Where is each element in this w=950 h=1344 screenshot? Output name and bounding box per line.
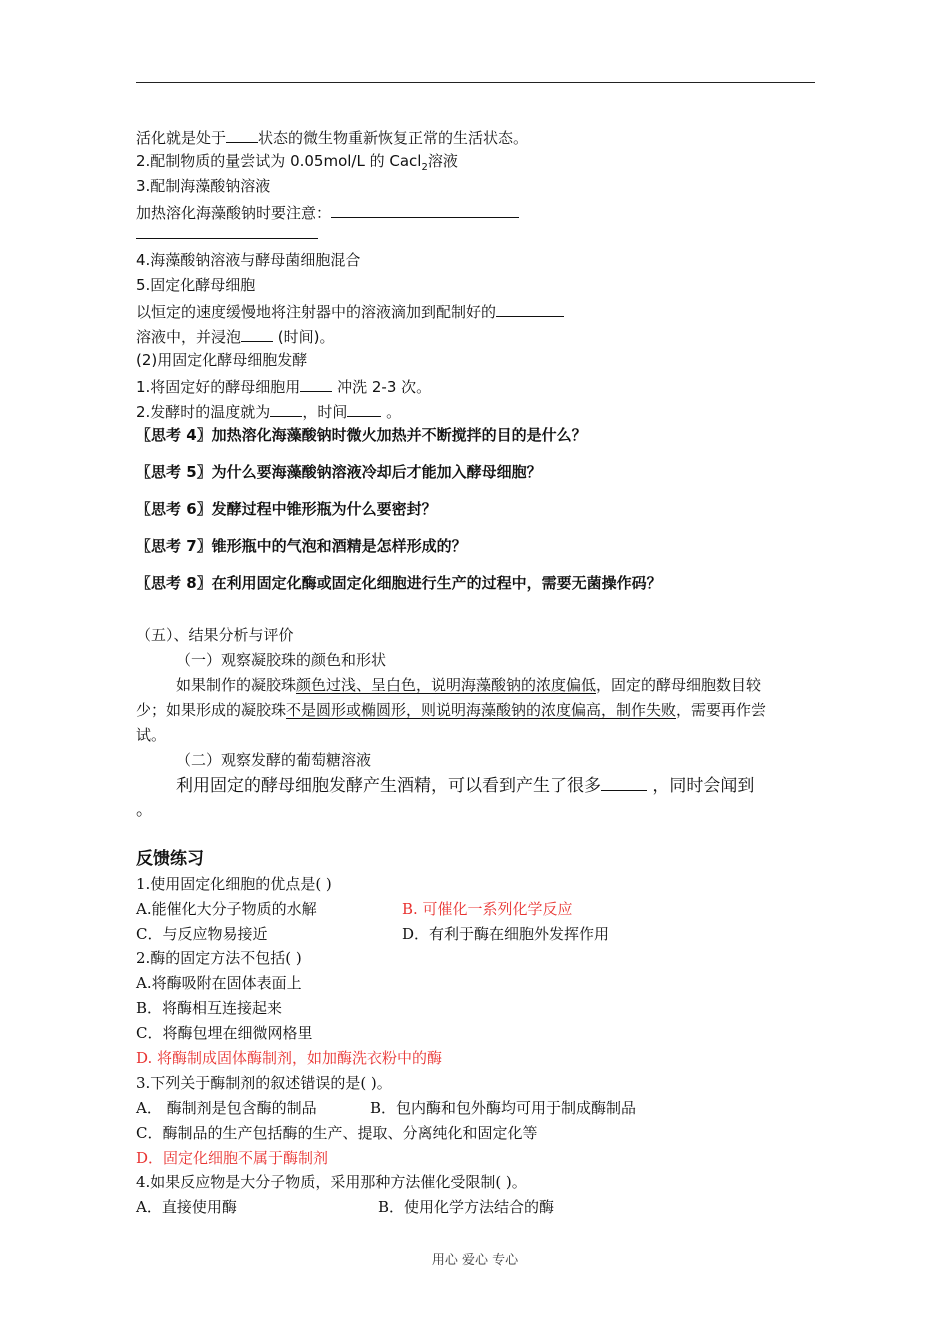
question: 4.如果反应物是大分子物质，采用那种方法催化受限制( )。	[136, 1173, 527, 1191]
option: B．包内酶和包外酶均可用于制成酶制品	[370, 1099, 637, 1117]
think-question: 〖思考 5〗为什么要海藻酸钠溶液冷却后才能加入酵母细胞？	[136, 463, 542, 481]
think-question: 〖思考 7〗锥形瓶中的气泡和酒精是怎样形成的？	[136, 537, 467, 555]
blank	[300, 375, 332, 392]
feedback-title: 反馈练习	[136, 849, 204, 869]
line-rinse: 1.将固定好的酵母细胞用 冲洗 2-3 次。	[136, 375, 431, 397]
option-answer: B. 可催化一系列化学反应	[402, 900, 573, 918]
line-ferment-title: (2)用固定化酵母细胞发酵	[136, 351, 308, 369]
header-rule	[136, 82, 815, 83]
line-step3: 3.配制海藻酸钠溶液	[136, 177, 271, 195]
blank	[241, 325, 273, 342]
option-answer: D．固定化细胞不属于酶制剂	[136, 1149, 329, 1167]
option: B．将酶相互连接起来	[136, 999, 283, 1017]
option: C．与反应物易接近	[136, 925, 268, 943]
analysis-title: （五）、结果分析与评价	[136, 626, 294, 644]
question: 3.下列关于酶制剂的叙述错误的是( )。	[136, 1074, 392, 1092]
line-temp-time: 2.发酵时的温度就为 ，时间 。	[136, 400, 401, 422]
option: A.能催化大分子物质的水解	[136, 900, 317, 918]
analysis-para: 试。	[136, 726, 167, 744]
think-question: 〖思考 6〗发酵过程中锥形瓶为什么要密封？	[136, 500, 437, 518]
analysis-para: 如果制作的凝胶珠颜色过浅、呈白色，说明海藻酸钠的浓度偏低，固定的酵母细胞数目较	[176, 676, 762, 694]
option: A． 酶制剂是包含酶的制品	[136, 1099, 317, 1117]
blank	[136, 222, 318, 239]
think-question: 〖思考 8〗在利用固定化酶或固定化细胞进行生产的过程中，需要无菌操作码？	[136, 574, 662, 592]
analysis-para: 少；如果形成的凝胶珠不是圆形或椭圆形，则说明海藻酸钠的浓度偏高，制作失败，需要再作尝	[136, 701, 767, 719]
blank	[496, 300, 564, 317]
line-soak: 溶液中，并浸泡 (时间)。	[136, 325, 335, 347]
underlined-answer: 不是圆形或椭圆形，则说明海藻酸钠的浓度偏高，制作失败	[286, 701, 677, 719]
option-answer: D. 将酶制成固体酶制剂，如加酶洗衣粉中的酶	[136, 1049, 443, 1067]
analysis-para: 利用固定的酵母细胞发酵产生酒精，可以看到产生了很多 ，同时会闻到	[176, 776, 755, 796]
line-step5: 5.固定化酵母细胞	[136, 276, 256, 294]
think-question: 〖思考 4〗加热溶化海藻酸钠时微火加热并不断搅拌的目的是什么？	[136, 426, 587, 444]
line-step4: 4.海藻酸钠溶液与酵母菌细胞混合	[136, 251, 361, 269]
option: A．直接使用酶	[136, 1198, 237, 1216]
blank	[270, 400, 302, 417]
page-footer: 用心 爱心 专心	[431, 1253, 519, 1268]
analysis-sub1: （一）观察凝胶珠的颜色和形状	[176, 651, 387, 669]
blank	[601, 774, 647, 791]
question: 1.使用固定化细胞的优点是( )	[136, 875, 332, 893]
line-activation: 活化就是处于 状态的微生物重新恢复正常的生活状态。	[136, 126, 528, 148]
option: D．有利于酶在细胞外发挥作用	[402, 925, 610, 943]
blank	[331, 201, 519, 218]
option: C．酶制品的生产包括酶的生产、提取、分离纯化和固定化等	[136, 1124, 538, 1142]
blank	[347, 400, 381, 417]
analysis-sub2: （二）观察发酵的葡萄糖溶液	[176, 751, 372, 769]
line-blank-continuation	[136, 222, 318, 244]
question: 2.酶的固定方法不包括( )	[136, 949, 302, 967]
line-drip: 以恒定的速度缓慢地将注射器中的溶液滴加到配制好的	[136, 300, 564, 322]
analysis-para: 。	[136, 800, 153, 820]
underlined-answer: 颜色过浅、呈白色，说明海藻酸钠的浓度偏低	[296, 676, 597, 694]
option: A.将酶吸附在固体表面上	[136, 974, 302, 992]
option: B．使用化学方法结合的酶	[378, 1198, 555, 1216]
option: C．将酶包埋在细微网格里	[136, 1024, 313, 1042]
line-heating-note: 加热溶化海藻酸钠时要注意：	[136, 201, 519, 223]
blank	[226, 126, 258, 143]
line-cacl2: 2.配制物质的量尝试为 0.05mol/L 的 Cacl$_2$溶液	[136, 152, 458, 173]
